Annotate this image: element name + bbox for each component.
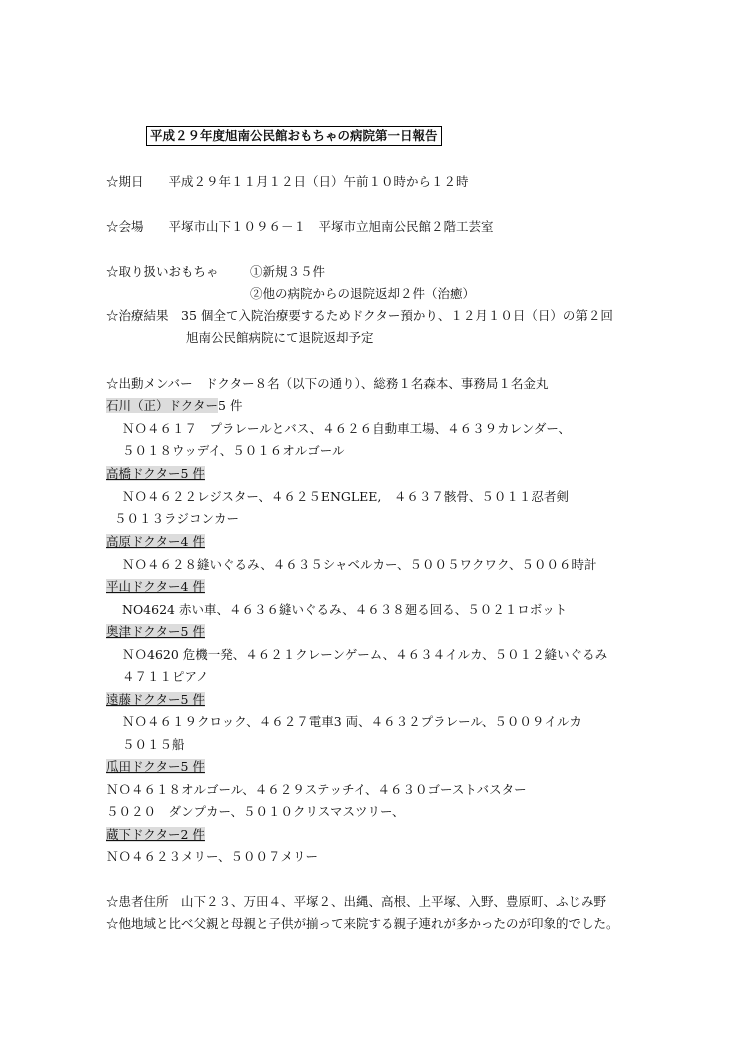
doctor-heading	[106, 692, 205, 708]
doctor-heading	[106, 534, 205, 550]
doctor-heading	[106, 827, 205, 843]
doctor-name: 瓜田ドクター5 件	[106, 759, 205, 774]
doctor-items-line: ＮＯ４６２３メリー、５００７メリー	[106, 849, 319, 864]
toys-other: ②他の病院からの退院返却２件（治癒）	[250, 286, 476, 301]
toys-new: ①新規３５件	[250, 264, 326, 279]
doctor-items-line: ＮＯ4620 危機一発、４６２１クレーンゲーム、４６３４イルカ、５０１２縫いぐるみ	[122, 647, 608, 662]
doctor-items-line: ５０１５船	[122, 737, 185, 752]
note-line: ☆他地域と比べ父親と母親と子供が揃って来院する親子連れが多かったのが印象的でした。	[106, 916, 619, 931]
members-line: ☆出動メンバー ドクター８名（以下の通り）、総務１名森本、事務局１名金丸	[106, 376, 549, 391]
doctor-items-line: ５０１３ラジコンカー	[114, 511, 240, 526]
doctor-heading	[106, 398, 242, 414]
doctor-items-line: ５０２０ ダンプカー、５０１０クリスマスツリー、	[106, 804, 405, 819]
patients-line: ☆患者住所 山下２３、万田４、平塚２、出縄、高根、上平塚、入野、豊原町、ふじみ野	[106, 894, 607, 909]
doctor-heading	[106, 466, 205, 482]
doctor-heading	[106, 759, 205, 775]
doctor-items-line: ５０１８ウッデイ、５０１６オルゴール	[122, 443, 345, 458]
doctor-items-line: ４７１１ピアノ	[122, 669, 209, 684]
doctor-name: 石川（正）ドクター	[106, 398, 219, 413]
report-title: 平成２９年度旭南公民館おもちゃの病院第一日報告	[146, 126, 442, 146]
doctor-name: 高原ドクター4 件	[106, 534, 205, 549]
doctor-items-line: ＮＯ４６１８オルゴール、４６２９ステッチイ、４６３０ゴーストバスター	[106, 782, 527, 797]
doctor-count: 5 件	[218, 398, 243, 413]
doctor-items-line: ＮＯ４６１７ プラレールとバス、４６２６自動車工場、４６３９カレンダー、	[122, 421, 571, 436]
result-line-2: 旭南公民館病院にて退院返却予定	[186, 330, 374, 345]
venue-line: ☆会場 平塚市山下１０９６－１ 平塚市立旭南公民館２階工芸室	[106, 219, 494, 234]
toys-label: ☆取り扱いおもちゃ	[106, 264, 219, 279]
doctor-heading	[106, 624, 205, 640]
result-line-1: ☆治療結果 35 個全て入院治療要するためドクター預かり、１２月１０日（日）の第２回	[106, 308, 613, 323]
doctor-items-line: NO4624 赤い車、４６３６縫いぐるみ、４６３８廻る回る、５０２１ロボット	[122, 602, 568, 617]
doctor-name: 奥津ドクター5 件	[106, 624, 205, 639]
period-line: ☆期日 平成２９年１１月１２日（日）午前１０時から１２時	[106, 174, 469, 189]
doctor-name: 遠藤ドクター5 件	[106, 692, 205, 707]
doctor-heading	[106, 579, 205, 595]
doctor-name: 高橋ドクター5 件	[106, 466, 205, 481]
doctor-name: 蔵下ドクター2 件	[106, 827, 205, 842]
doctor-name: 平山ドクター4 件	[106, 579, 205, 594]
doctor-items-line: ＮＯ４６２２レジスター、４６２５ENGLEE, ４６３７骸骨、５０１１忍者剣	[122, 489, 569, 504]
doctor-items-line: ＮＯ４６２８縫いぐるみ、４６３５シャベルカー、５００５ワクワク、５００６時計	[122, 557, 597, 572]
doctor-items-line: ＮＯ４６１９クロック、４６２７電車3 両、４６３２プラレール、５００９イルカ	[122, 714, 582, 729]
